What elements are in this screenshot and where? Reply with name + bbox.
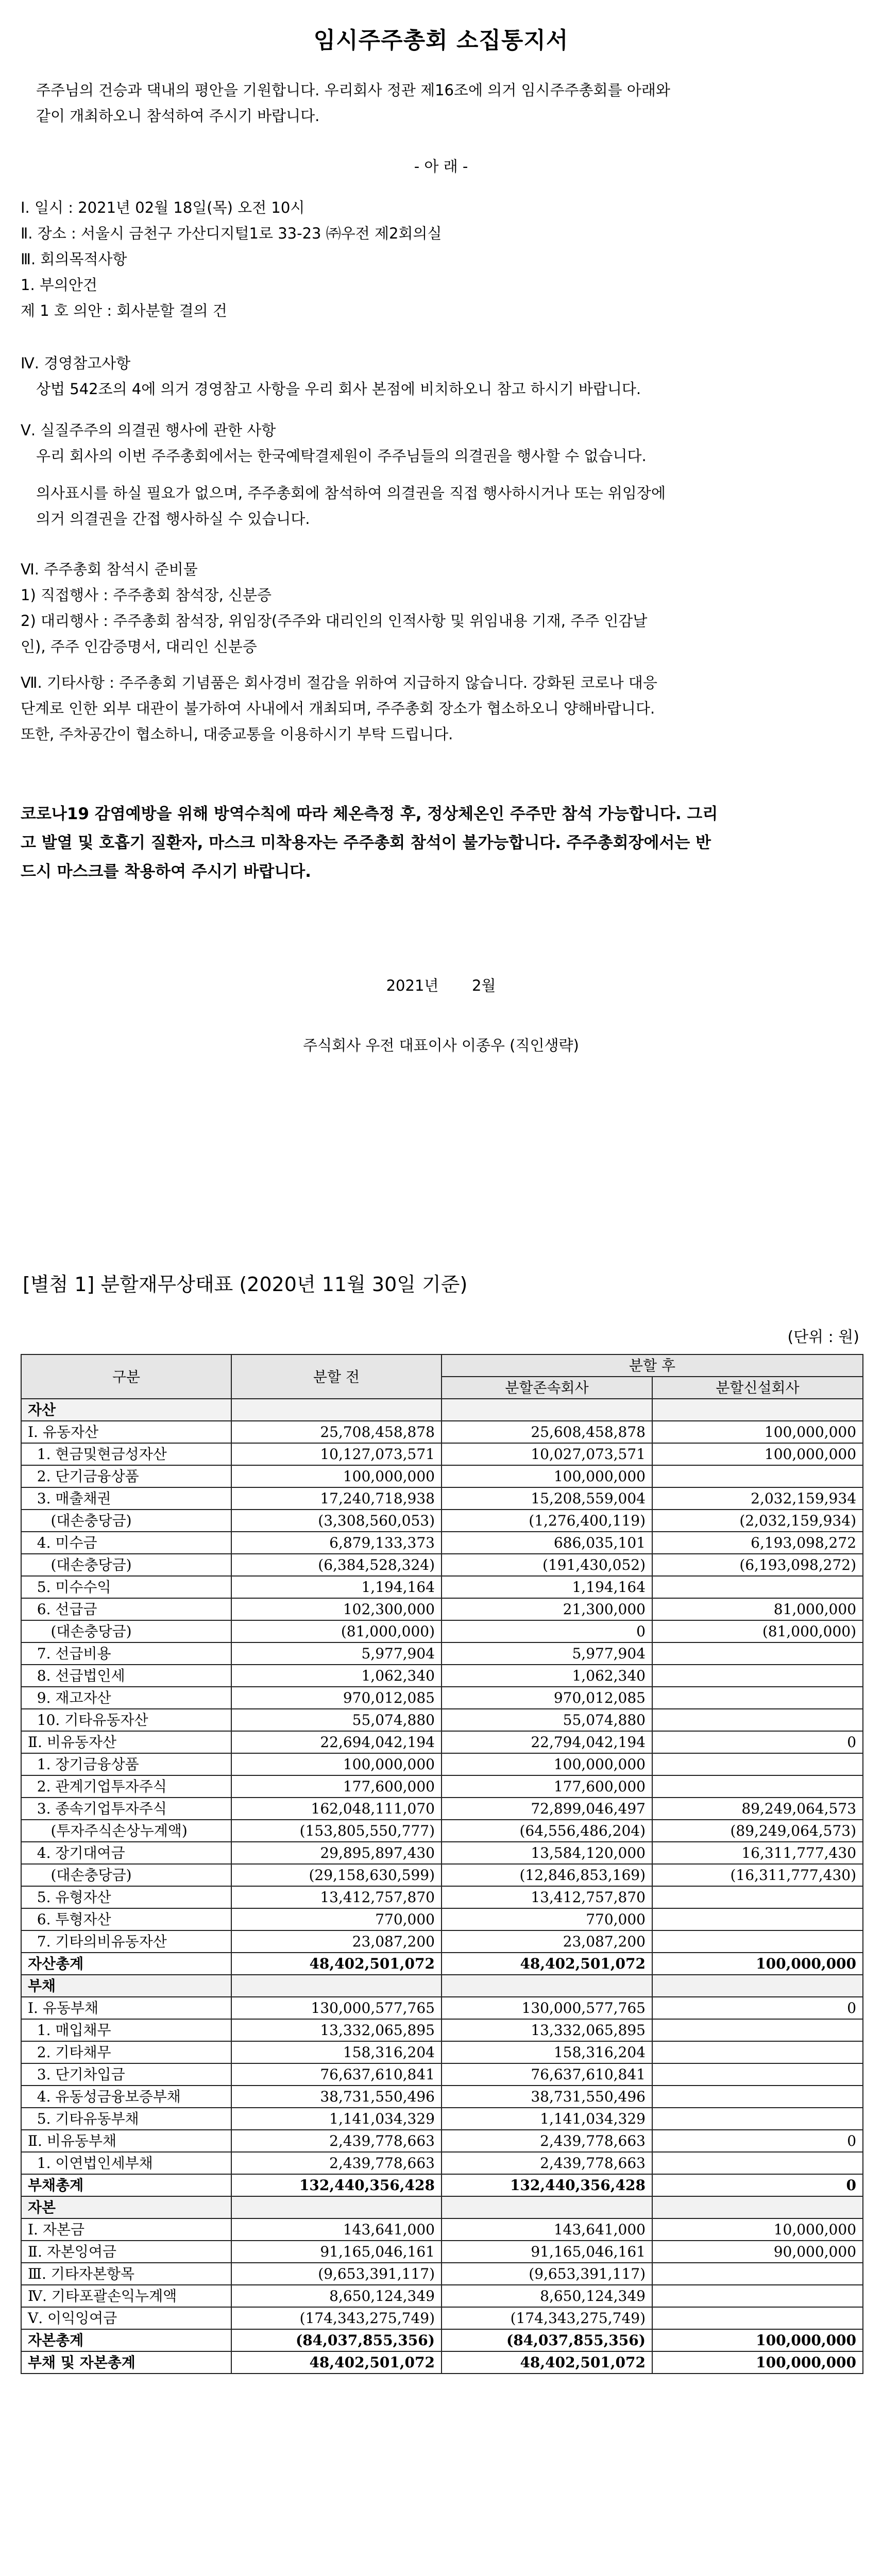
row-label: 1. 이연법인세부채	[21, 2152, 231, 2174]
table-row	[21, 1953, 863, 1975]
amount-cell: 770,000	[231, 1908, 442, 1930]
amount-cell: 23,087,200	[442, 1930, 652, 1953]
row-label: 6. 선급금	[21, 1598, 231, 1620]
amount-cell: 81,000,000	[652, 1598, 863, 1620]
signer: 주식회사 우전 대표이사 이종우 (직인생략)	[303, 1037, 579, 1054]
preparation-proxy-b: 인), 주주 인감증명서, 대리인 신분증	[21, 638, 257, 655]
amount-cell: 5,977,904	[442, 1642, 652, 1665]
attachment-title: [별첨 1] 분할재무상태표 (2020년 11월 30일 기준)	[23, 1273, 468, 1296]
row-label: Ⅱ. 비유동부채	[21, 2130, 231, 2152]
amount-cell: 100,000,000	[652, 1953, 863, 1975]
amount-cell: 13,584,120,000	[442, 1842, 652, 1864]
row-label: (투자주식손상누계액)	[21, 1820, 231, 1842]
preparation-section	[21, 556, 861, 659]
amount-cell	[442, 1975, 652, 1997]
table-row	[21, 1487, 863, 1510]
intro-line-2: 같이 개최하오니 참석하여 주시기 바랍니다.	[36, 107, 320, 125]
amount-cell	[652, 2196, 863, 2218]
amount-cell: (153,805,550,777)	[231, 1820, 442, 1842]
covid-notice	[21, 800, 861, 886]
amount-cell	[231, 2196, 442, 2218]
table-row	[21, 1554, 863, 1576]
amount-cell: 72,899,046,497	[442, 1798, 652, 1820]
table-row	[21, 1465, 863, 1487]
amount-cell: 158,316,204	[231, 2041, 442, 2063]
amount-cell	[652, 1665, 863, 1687]
table-row	[21, 1775, 863, 1798]
table-row	[21, 1975, 863, 1997]
amount-cell: 13,332,065,895	[231, 2019, 442, 2041]
amount-cell: 0	[442, 1620, 652, 1642]
amount-cell: 13,412,757,870	[442, 1886, 652, 1908]
row-label: Ⅱ. 자본잉여금	[21, 2241, 231, 2263]
row-label: (대손충당금)	[21, 1510, 231, 1532]
amount-cell: 21,300,000	[442, 1598, 652, 1620]
table-row	[21, 1421, 863, 1443]
row-label: Ⅰ. 유동자산	[21, 1421, 231, 1443]
amount-cell: 23,087,200	[231, 1930, 442, 1953]
table-row	[21, 2108, 863, 2130]
row-label: 5. 유형자산	[21, 1886, 231, 1908]
row-label: 5. 기타유동부채	[21, 2108, 231, 2130]
table-row	[21, 1443, 863, 1465]
row-label: 4. 유동성금융보증부채	[21, 2086, 231, 2108]
split-balance-sheet-table	[21, 1354, 863, 2374]
table-row	[21, 2307, 863, 2329]
amount-cell: 132,440,356,428	[442, 2174, 652, 2196]
amount-cell: (12,846,853,169)	[442, 1864, 652, 1886]
amount-cell	[652, 1930, 863, 1953]
row-label: Ⅰ. 자본금	[21, 2218, 231, 2241]
amount-cell	[231, 1399, 442, 1421]
row-label: 2. 관계기업투자주식	[21, 1775, 231, 1798]
amount-cell: 48,402,501,072	[442, 1953, 652, 1975]
covid-line-1: 코로나19 감염예방을 위해 방역수칙에 따라 체온측정 후, 정상체온인 주주만 참석 가능합니다. 그리	[21, 805, 718, 823]
table-row	[21, 2152, 863, 2174]
amount-cell: 1,062,340	[442, 1665, 652, 1687]
row-label: 10. 기타유동자산	[21, 1709, 231, 1731]
voting-rights-heading: Ⅴ. 실질주주의 의결권 행사에 관한 사항	[21, 421, 276, 439]
voting-rights-section	[21, 417, 861, 532]
row-label: (대손충당금)	[21, 1554, 231, 1576]
amount-cell: 130,000,577,765	[442, 1997, 652, 2019]
amount-cell: 0	[652, 1731, 863, 1753]
row-label: 자본	[21, 2196, 231, 2218]
amount-cell: 55,074,880	[231, 1709, 442, 1731]
amount-cell: 1,141,034,329	[231, 2108, 442, 2130]
amount-cell: 100,000,000	[652, 1443, 863, 1465]
amount-cell: (81,000,000)	[652, 1620, 863, 1642]
table-row	[21, 1532, 863, 1554]
amount-cell: 48,402,501,072	[231, 2351, 442, 2374]
row-label: Ⅲ. 기타자본항목	[21, 2263, 231, 2285]
amount-cell: (174,343,275,749)	[442, 2307, 652, 2329]
row-label: 7. 선급비용	[21, 1642, 231, 1665]
amount-cell	[652, 1399, 863, 1421]
amount-cell: 22,794,042,194	[442, 1731, 652, 1753]
amount-cell: (89,249,064,573)	[652, 1820, 863, 1842]
amount-cell: 76,637,610,841	[442, 2063, 652, 2086]
sign-date: 2021년 2월	[386, 977, 496, 994]
table-row	[21, 1620, 863, 1642]
amount-cell: 25,708,458,878	[231, 1421, 442, 1443]
meeting-place: Ⅱ. 장소 : 서울시 금천구 가산디지털1로 33-23 ㈜우전 제2회의실	[21, 225, 442, 242]
table-row	[21, 2019, 863, 2041]
amount-cell: 100,000,000	[442, 1753, 652, 1775]
covid-line-2: 고 발열 및 호흡기 질환자, 마스크 미착용자는 주주총회 참석이 불가능합니다. 주주총회장에서는 반	[21, 834, 711, 852]
row-label: 2. 단기금융상품	[21, 1465, 231, 1487]
amount-cell: (9,653,391,117)	[442, 2263, 652, 2285]
amount-cell	[652, 1908, 863, 1930]
amount-cell: 2,439,778,663	[442, 2152, 652, 2174]
amount-cell: (29,158,630,599)	[231, 1864, 442, 1886]
amount-cell: 29,895,897,430	[231, 1842, 442, 1864]
unit-label: (단위 : 원)	[787, 1328, 859, 1346]
amount-cell: 143,641,000	[442, 2218, 652, 2241]
row-label: 부채총계	[21, 2174, 231, 2196]
table-row	[21, 1753, 863, 1775]
amount-cell: (2,032,159,934)	[652, 1510, 863, 1532]
table-row	[21, 1820, 863, 1842]
amount-cell: (9,653,391,117)	[231, 2263, 442, 2285]
amount-cell: 100,000,000	[442, 1465, 652, 1487]
amount-cell: 90,000,000	[652, 2241, 863, 2263]
row-label: 5. 미수수익	[21, 1576, 231, 1598]
table-row	[21, 2351, 863, 2374]
amount-cell: 6,193,098,272	[652, 1532, 863, 1554]
amount-cell	[652, 2263, 863, 2285]
amount-cell	[442, 2196, 652, 2218]
preparation-heading: Ⅵ. 주주총회 참석시 준비물	[21, 561, 198, 578]
management-reference	[21, 350, 861, 402]
amount-cell: 38,731,550,496	[442, 2086, 652, 2108]
table-row	[21, 1598, 863, 1620]
amount-cell	[652, 1975, 863, 1997]
table-row	[21, 2218, 863, 2241]
amount-cell: 970,012,085	[442, 1687, 652, 1709]
reference-text: 상법 542조의 4에 의거 경영참고 사항을 우리 회사 본점에 비치하오니 참고 하시기 바랍니다.	[36, 380, 641, 398]
table-body	[21, 1399, 863, 2374]
amount-cell: 686,035,101	[442, 1532, 652, 1554]
amount-cell: 1,062,340	[231, 1665, 442, 1687]
reference-heading: Ⅳ. 경영참고사항	[21, 354, 131, 372]
table-row	[21, 2285, 863, 2307]
table-row	[21, 1908, 863, 1930]
header-after-split: 분할 후	[442, 1354, 863, 1377]
row-label: 자산총계	[21, 1953, 231, 1975]
amount-cell: 970,012,085	[231, 1687, 442, 1709]
amount-cell: 100,000,000	[231, 1465, 442, 1487]
amount-cell: (174,343,275,749)	[231, 2307, 442, 2329]
row-label: Ⅴ. 이익잉여금	[21, 2307, 231, 2329]
amount-cell: 143,641,000	[231, 2218, 442, 2241]
amount-cell	[652, 1642, 863, 1665]
amount-cell	[652, 1753, 863, 1775]
amount-cell: 91,165,046,161	[231, 2241, 442, 2263]
agenda-item-1: 제 1 호 의안 : 회사분할 결의 건	[21, 302, 227, 319]
amount-cell: 0	[652, 1997, 863, 2019]
amount-cell: 1,141,034,329	[442, 2108, 652, 2130]
amount-cell: 2,032,159,934	[652, 1487, 863, 1510]
amount-cell	[652, 2108, 863, 2130]
row-label: 6. 투형자산	[21, 1908, 231, 1930]
row-label: Ⅳ. 기타포괄손익누계액	[21, 2285, 231, 2307]
amount-cell: (84,037,855,356)	[442, 2329, 652, 2351]
row-label: 3. 매출채권	[21, 1487, 231, 1510]
amount-cell: 89,249,064,573	[652, 1798, 863, 1820]
preparation-direct: 1) 직접행사 : 주주총회 참석장, 신분증	[21, 586, 272, 604]
notice-heading: - 아 래 -	[414, 158, 468, 175]
row-label: 8. 선급법인세	[21, 1665, 231, 1687]
amount-cell	[652, 2152, 863, 2174]
intro-line-1: 주주님의 건승과 댁내의 평안을 기원합니다. 우리회사 정관 제16조에 의거 임시주주총회를 아래와	[36, 81, 670, 99]
table-row	[21, 2196, 863, 2218]
amount-cell: 100,000,000	[231, 1753, 442, 1775]
amount-cell: (16,311,777,430)	[652, 1864, 863, 1886]
amount-cell	[652, 2285, 863, 2307]
amount-cell: (1,276,400,119)	[442, 1510, 652, 1532]
table-row	[21, 1930, 863, 1953]
amount-cell	[652, 1709, 863, 1731]
row-label: 7. 기타의비유동자산	[21, 1930, 231, 1953]
amount-cell: 162,048,111,070	[231, 1798, 442, 1820]
amount-cell: (81,000,000)	[231, 1620, 442, 1642]
amount-cell: 8,650,124,349	[231, 2285, 442, 2307]
intro-paragraph	[21, 77, 861, 129]
amount-cell: 0	[652, 2174, 863, 2196]
agenda-heading: 1. 부의안건	[21, 276, 97, 294]
table-row	[21, 2241, 863, 2263]
amount-cell: 1,194,164	[442, 1576, 652, 1598]
voting-rights-text: 우리 회사의 이번 주주총회에서는 한국예탁결제원이 주주님들의 의결권을 행사할 수 없습니다.	[36, 447, 647, 465]
amount-cell: 6,879,133,373	[231, 1532, 442, 1554]
amount-cell: 13,332,065,895	[442, 2019, 652, 2041]
header-new-company: 분할신설회사	[652, 1377, 863, 1399]
amount-cell: 16,311,777,430	[652, 1842, 863, 1864]
amount-cell: 2,439,778,663	[231, 2130, 442, 2152]
table-row	[21, 2329, 863, 2351]
amount-cell: 91,165,046,161	[442, 2241, 652, 2263]
table-row	[21, 2086, 863, 2108]
table-row	[21, 2063, 863, 2086]
row-label: 부채 및 자본총계	[21, 2351, 231, 2374]
preparation-proxy-a: 2) 대리행사 : 주주총회 참석장, 위임장(주주와 대리인의 인적사항 및 위임내용 기재, 주주 인감날	[21, 612, 648, 630]
table-row	[21, 1997, 863, 2019]
amount-cell: 13,412,757,870	[231, 1886, 442, 1908]
row-label: 1. 현금및현금성자산	[21, 1443, 231, 1465]
amount-cell: 2,439,778,663	[231, 2152, 442, 2174]
amount-cell: 770,000	[442, 1908, 652, 1930]
row-label: Ⅱ. 비유동자산	[21, 1731, 231, 1753]
table-row	[21, 1576, 863, 1598]
amount-cell	[652, 2019, 863, 2041]
table-row	[21, 1798, 863, 1820]
other-matters-line-1: Ⅶ. 기타사항 : 주주총회 기념품은 회사경비 절감을 위하여 지급하지 않습니다. 강화된 코로나 대응	[21, 674, 657, 691]
other-matters-line-3: 또한, 주차공간이 협소하니, 대중교통을 이용하시기 부탁 드립니다.	[21, 725, 453, 743]
amount-cell	[652, 1465, 863, 1487]
row-label: 부채	[21, 1975, 231, 1997]
row-label: (대손충당금)	[21, 1620, 231, 1642]
table-row	[21, 2130, 863, 2152]
amount-cell: 8,650,124,349	[442, 2285, 652, 2307]
amount-cell: 0	[652, 2130, 863, 2152]
voting-rights-text-2a: 의사표시를 하실 필요가 없으며, 주주총회에 참석하여 의결권을 직접 행사하시거나 또는 위임장에	[36, 484, 666, 502]
table-row	[21, 1731, 863, 1753]
amount-cell	[231, 1975, 442, 1997]
amount-cell: 5,977,904	[231, 1642, 442, 1665]
row-label: 9. 재고자산	[21, 1687, 231, 1709]
amount-cell: (84,037,855,356)	[231, 2329, 442, 2351]
voting-rights-text-2b: 의거 의결권을 간접 행사하실 수 있습니다.	[36, 510, 310, 528]
amount-cell: 22,694,042,194	[231, 1731, 442, 1753]
amount-cell: 17,240,718,938	[231, 1487, 442, 1510]
amount-cell: 10,000,000	[652, 2218, 863, 2241]
amount-cell: 15,208,559,004	[442, 1487, 652, 1510]
row-label: 자본총계	[21, 2329, 231, 2351]
row-label: 4. 미수금	[21, 1532, 231, 1554]
amount-cell: (191,430,052)	[442, 1554, 652, 1576]
amount-cell: 100,000,000	[652, 1421, 863, 1443]
amount-cell	[442, 1399, 652, 1421]
amount-cell: 132,440,356,428	[231, 2174, 442, 2196]
table-row	[21, 1399, 863, 1421]
meeting-purpose: Ⅲ. 회의목적사항	[21, 250, 127, 268]
table-row	[21, 1510, 863, 1532]
header-surviving-company: 분할존속회사	[442, 1377, 652, 1399]
amount-cell: 76,637,610,841	[231, 2063, 442, 2086]
amount-cell: (6,384,528,324)	[231, 1554, 442, 1576]
amount-cell	[652, 1687, 863, 1709]
row-label: Ⅰ. 유동부채	[21, 1997, 231, 2019]
amount-cell: 100,000,000	[652, 2351, 863, 2374]
amount-cell: 10,127,073,571	[231, 1443, 442, 1465]
amount-cell: 102,300,000	[231, 1598, 442, 1620]
header-before-split: 분할 전	[231, 1354, 442, 1399]
amount-cell: 177,600,000	[442, 1775, 652, 1798]
meeting-items	[21, 195, 861, 324]
row-label: 3. 종속기업투자주식	[21, 1798, 231, 1820]
amount-cell	[652, 1886, 863, 1908]
amount-cell	[652, 1775, 863, 1798]
amount-cell: (6,193,098,272)	[652, 1554, 863, 1576]
amount-cell	[652, 2307, 863, 2329]
meeting-date: Ⅰ. 일시 : 2021년 02월 18일(목) 오전 10시	[21, 199, 305, 216]
table-row	[21, 1642, 863, 1665]
other-matters-line-2: 단계로 인한 외부 대관이 불가하여 사내에서 개최되며, 주주총회 장소가 협소하오니 양해바랍니다.	[21, 700, 655, 717]
table-row	[21, 1886, 863, 1908]
amount-cell	[652, 2086, 863, 2108]
row-label: 자산	[21, 1399, 231, 1421]
amount-cell: 25,608,458,878	[442, 1421, 652, 1443]
row-label: 1. 장기금융상품	[21, 1753, 231, 1775]
amount-cell: 48,402,501,072	[231, 1953, 442, 1975]
amount-cell: 48,402,501,072	[442, 2351, 652, 2374]
table-row	[21, 1864, 863, 1886]
table-row	[21, 1842, 863, 1864]
document-title: 임시주주총회 소집통지서	[313, 27, 569, 54]
amount-cell: 2,439,778,663	[442, 2130, 652, 2152]
table-row	[21, 2041, 863, 2063]
amount-cell: (64,556,486,204)	[442, 1820, 652, 1842]
amount-cell	[652, 1576, 863, 1598]
covid-line-3: 드시 마스크를 착용하여 주시기 바랍니다.	[21, 862, 312, 881]
table-row	[21, 2263, 863, 2285]
table-row	[21, 2174, 863, 2196]
amount-cell: 158,316,204	[442, 2041, 652, 2063]
amount-cell: 1,194,164	[231, 1576, 442, 1598]
table-row	[21, 1665, 863, 1687]
row-label: 4. 장기대여금	[21, 1842, 231, 1864]
amount-cell: (3,308,560,053)	[231, 1510, 442, 1532]
table-row	[21, 1709, 863, 1731]
row-label: 3. 단기차입금	[21, 2063, 231, 2086]
table-row	[21, 1687, 863, 1709]
amount-cell: 130,000,577,765	[231, 1997, 442, 2019]
amount-cell: 55,074,880	[442, 1709, 652, 1731]
amount-cell: 38,731,550,496	[231, 2086, 442, 2108]
row-label: 2. 기타채무	[21, 2041, 231, 2063]
amount-cell: 177,600,000	[231, 1775, 442, 1798]
amount-cell: 100,000,000	[652, 2329, 863, 2351]
other-matters	[21, 670, 861, 747]
amount-cell	[652, 2063, 863, 2086]
row-label: (대손충당금)	[21, 1864, 231, 1886]
row-label: 1. 매입채무	[21, 2019, 231, 2041]
amount-cell: 10,027,073,571	[442, 1443, 652, 1465]
header-item: 구분	[21, 1354, 231, 1399]
amount-cell	[652, 2041, 863, 2063]
